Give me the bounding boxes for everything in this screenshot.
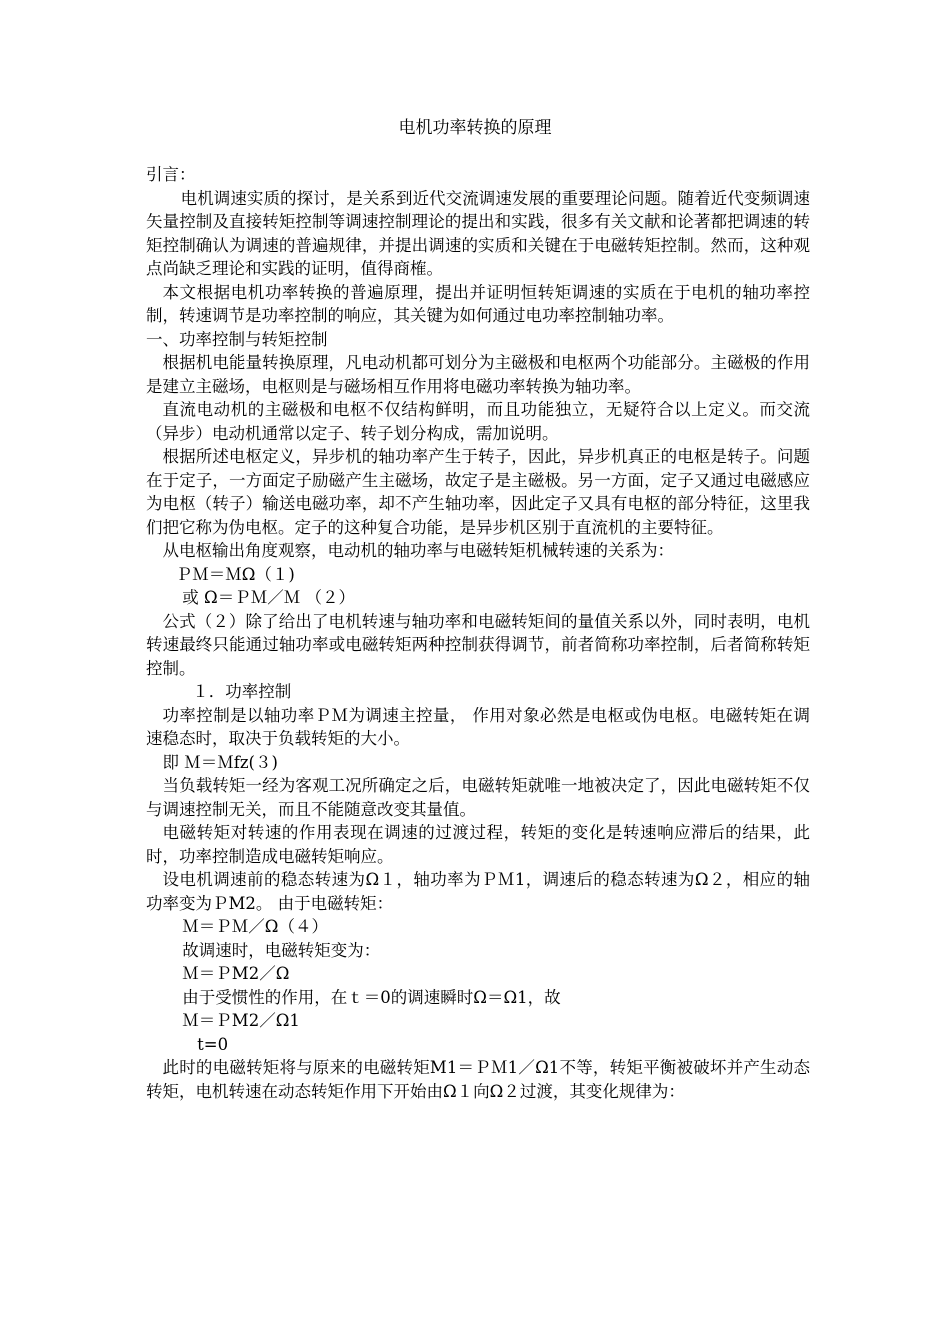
paragraph: 由于受惯性的作用，在ｔ＝0的调速瞬时Ω＝Ω1，故: [182, 987, 561, 1007]
paragraph: 功率控制是以轴功率ＰＭ为调速主控量， 作用对象必然是电枢或伪电枢。电磁转矩在调速稳态时，取决于负载转矩的大小。: [146, 705, 810, 748]
page-title: 电机功率转换的原理: [398, 118, 552, 138]
paragraph: 公式（２）除了给出了电机转速与轴功率和电磁转矩间的量值关系以外，同时表明，电机转速最终只能通过轴功率或电磁转矩两种控制获得调节，前者简称功率控制，后者简称转矩控制。: [146, 611, 810, 678]
paragraph: １．功率控制: [192, 682, 292, 701]
paragraph: ＰＭ＝ＭΩ（１): [175, 564, 295, 584]
paragraph: 当负载转矩一经为客观工况所确定之后，电磁转矩就唯一地被决定了，因此电磁转矩不仅与调速控制无关，而且不能随意改变其量值。: [146, 776, 810, 819]
paragraph: Ｍ＝ＰM2／Ω1: [182, 1011, 300, 1030]
paragraph: 从电枢输出角度观察，电动机的轴功率与电磁转矩机械转速的关系为：: [162, 541, 674, 560]
paragraph: 即 Ｍ＝Ｍfz(３): [162, 752, 278, 772]
paragraph: 或 Ω＝ＰＭ／Ｍ （２）: [182, 588, 355, 607]
paragraph: 根据机电能量转换原理，凡电动机都可划分为主磁极和电枢两个功能部分。主磁极的作用是建立主磁场，电枢则是与磁场相互作用将电磁功率转换为轴功率。: [146, 353, 810, 396]
paragraph: 引言：: [146, 165, 196, 184]
paragraph: 设电机调速前的稳态转速为Ω１，轴功率为ＰＭ1，调速后的稳态转速为Ω２，相应的轴功率变为ＰM2。 由于电磁转矩：: [146, 870, 810, 913]
paragraph: Ｍ＝ＰＭ／Ω（４）: [182, 917, 328, 936]
paragraph: 直流电动机的主磁极和电枢不仅结构鲜明，而且功能独立，无疑符合以上定义。而交流（异步）电动机通常以定子、转子划分构成，需加说明。: [146, 400, 810, 443]
paragraph: 故调速时，电磁转矩变为：: [182, 940, 381, 960]
paragraph: 此时的电磁转矩将与原来的电磁转矩M1＝ＰＭ1／Ω1不等，转矩平衡被破坏并产生动态转矩，电机转速在动态转矩作用下开始由Ω１向Ω２过渡，其变化规律为：: [146, 1058, 810, 1101]
document-body: [146, 163, 810, 1103]
paragraph: 根据所述电枢定义，异步机的轴功率产生于转子，因此，异步机真正的电枢是转子。问题在于定子，一方面定子励磁产生主磁场，故定子是主磁极。另一方面，定子又通过电磁感应为电枢（转子）输送电磁功率，却不产生轴功率，因此定子又具有电枢的部分特征，这里我们把它称为伪电枢。定子的这种复合功能，是异步机区别于直流机的主要特征。: [146, 447, 810, 537]
paragraph: 电磁转矩对转速的作用表现在调速的过渡过程，转矩的变化是转速响应滞后的结果，此时，功率控制造成电磁转矩响应。: [146, 823, 810, 866]
paragraph: Ｍ＝ＰM2／Ω: [182, 964, 290, 983]
paragraph: 一、功率控制与转矩控制: [146, 329, 328, 349]
paragraph: t=0: [197, 1034, 229, 1054]
paragraph: 电机调速实质的探讨，是关系到近代交流调速发展的重要理论问题。随着近代变频调速矢量控制及直接转矩控制等调速控制理论的提出和实践，很多有关文献和论著都把调速的转矩控制确认为调速的普遍规律，并提出调速的实质和关键在于电磁转矩控制。然而，这种观点尚缺乏理论和实践的证明，值得商榷。: [146, 188, 810, 278]
paragraph: 本文根据电机功率转换的普遍原理，提出并证明恒转矩调速的实质在于电机的轴功率控制，转速调节是功率控制的响应，其关键为如何通过电功率控制轴功率。: [146, 282, 810, 325]
